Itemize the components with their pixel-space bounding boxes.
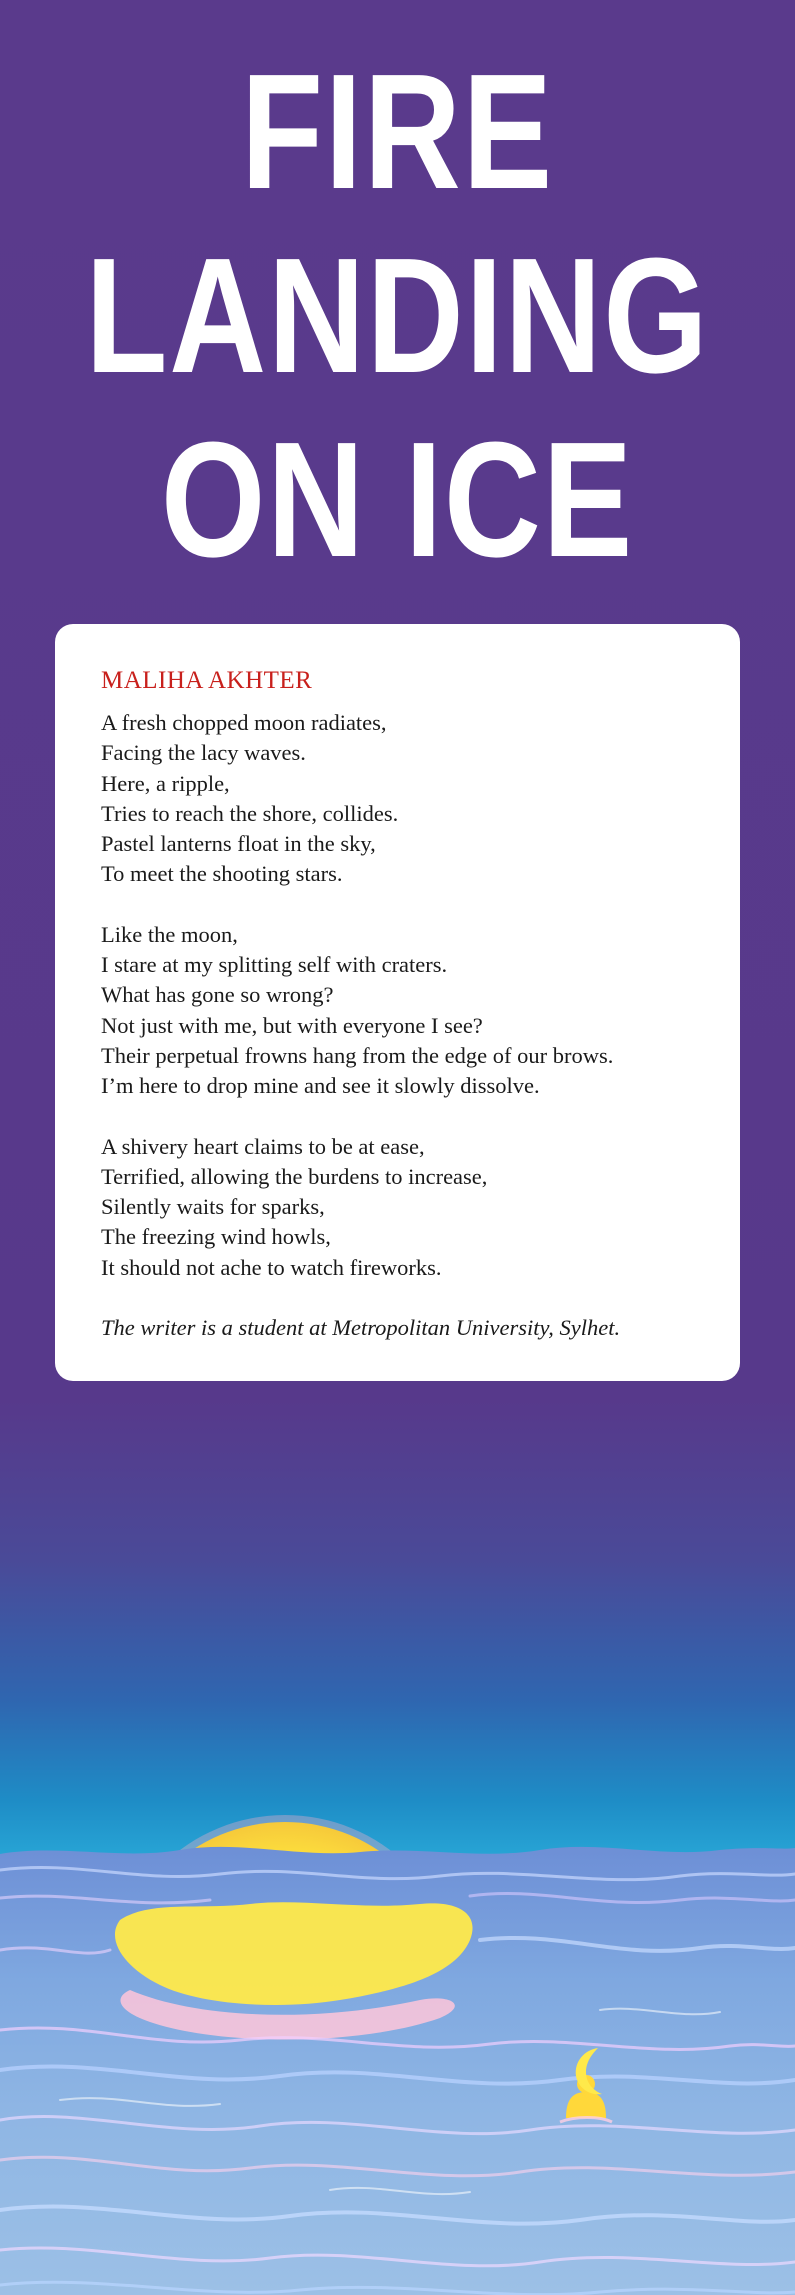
poem-line: Their perpetual frowns hang from the edge of our brows. <box>101 1042 614 1068</box>
poem-line: Pastel lanterns float in the sky, <box>101 831 376 857</box>
poem-line: Terrified, allowing the burdens to increase, <box>101 1163 488 1189</box>
poem-line: Tries to reach the shore, collides. <box>101 800 399 826</box>
poem-line: The freezing wind howls, <box>101 1224 331 1250</box>
poem-line: Not just with me, but with everyone I see? <box>101 1012 483 1038</box>
poem-line: Like the moon, <box>101 921 238 947</box>
title-line-2: LANDING <box>85 224 710 407</box>
author-note: The writer is a student at Metropolitan University, Sylhet. <box>101 1315 621 1341</box>
stanza-2 <box>101 920 694 1102</box>
title-line-3: ON ICE <box>160 408 634 591</box>
poem-line: I stare at my splitting self with craters. <box>101 952 448 978</box>
poem-line: To meet the shooting stars. <box>101 861 343 887</box>
page-title <box>71 40 723 592</box>
poem-line: Silently waits for sparks, <box>101 1194 325 1220</box>
poem-line: I’m here to drop mine and see it slowly dissolve. <box>101 1073 540 1099</box>
poem-line: It should not ache to watch fireworks. <box>101 1254 442 1280</box>
poem-line: A fresh chopped moon radiates, <box>101 710 387 735</box>
stanza-1 <box>101 708 694 890</box>
poem-line: What has gone so wrong? <box>101 982 334 1008</box>
poem-line: A shivery heart claims to be at ease, <box>101 1133 425 1159</box>
poem-line: Here, a ripple, <box>101 770 230 796</box>
author-name: MALIHA AKHTER <box>101 667 313 694</box>
poem-card <box>55 624 740 1381</box>
sea-illustration <box>0 1800 795 2295</box>
title-line-1: FIRE <box>240 40 554 223</box>
poem-line: Facing the lacy waves. <box>101 740 306 766</box>
stanza-3 <box>101 1132 694 1283</box>
